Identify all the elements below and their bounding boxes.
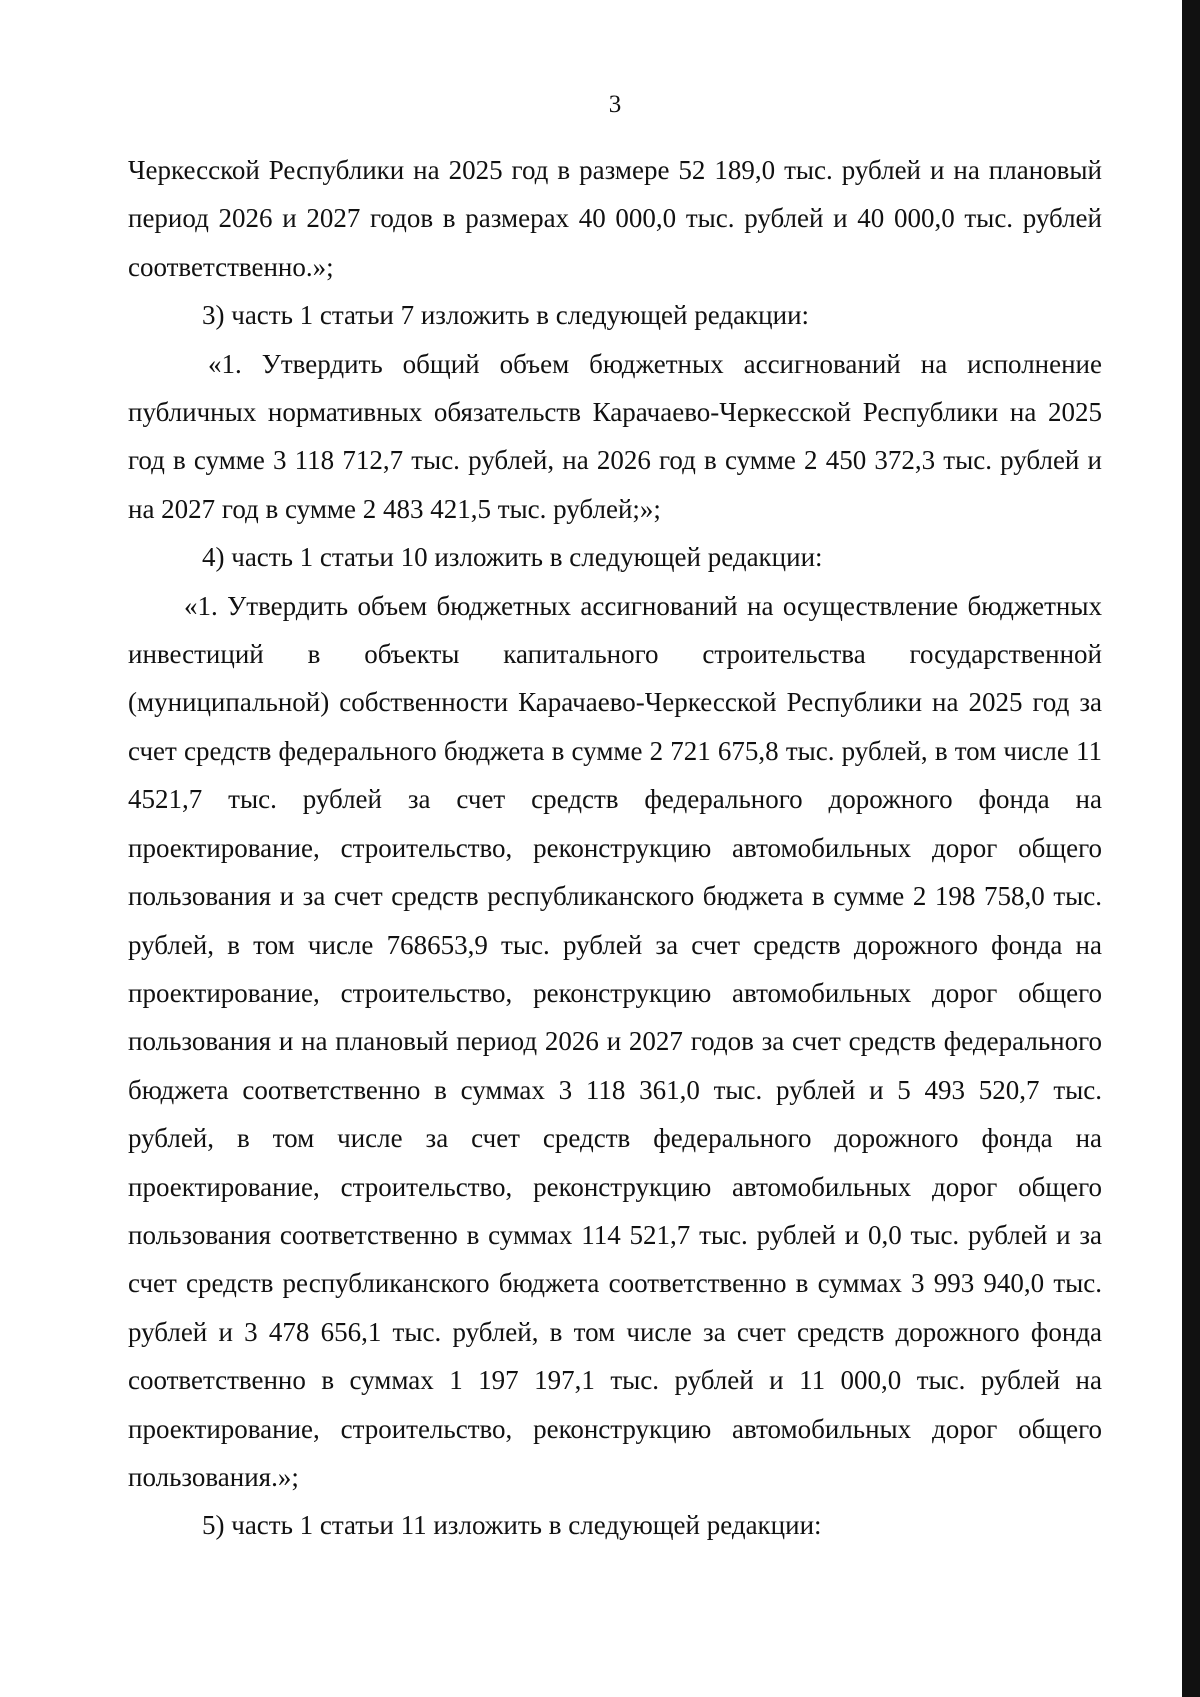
paragraph-item-4: 4) часть 1 статьи 10 изложить в следующей редакции: bbox=[202, 542, 823, 573]
paragraph-continuation: Черкесской Республики на 2025 год в размере 52 189,0 тыс. рублей и на плановый период 2026 и 2027 годов в размерах 40 000,0 тыс. рублей и 40 000,0 тыс. рублей соответственно.»; bbox=[128, 155, 1102, 282]
paragraph-item-5: 5) часть 1 статьи 11 изложить в следующей редакции: bbox=[202, 1510, 822, 1541]
document-body bbox=[128, 146, 1102, 1550]
scan-edge-shadow bbox=[1182, 0, 1200, 1697]
paragraph-article-7-text: «1. Утвердить общий объем бюджетных ассигнований на исполнение публичных нормативных обязательств Карачаево-Черкесской Республики на 2025 год в сумме 3 118 712,7 тыс. рублей, на 2026 год в сумме 2 450 372,3 тыс. рублей и на 2027 год в сумме 2 483 421,5 тыс. рублей;»; bbox=[128, 348, 1102, 524]
page-number: 3 bbox=[608, 91, 622, 118]
paragraph-article-10-text: «1. Утвердить объем бюджетных ассигнований на осуществление бюджетных инвестиций в объекты капитального строительства государственной (муниципальной) собственности Карачаево-Черкесской Республики на 2025 год за счет средств федерального бюджета в сумме 2 721 675,8 тыс. рублей, в том числе 11 4521,7 тыс. рублей за счет средств федерального дорожного фонда на проектирование, строительство, реконструкцию автомобильных дорог общего пользования и за счет средств республиканского бюджета в сумме 2 198 758,0 тыс. рублей, в том числе 768653,9 тыс. рублей за счет средств дорожного фонда на проектирование, строительство, реконструкцию автомобильных дорог общего пользования и на плановый период 2026 и 2027 годов за счет средств федерального бюджета соответственно в суммах 3 118 361,0 тыс. рублей и 5 493 520,7 тыс. рублей, в том числе за счет средств федерального дорожного фонда на проектирование, строительство, реконструкцию автомобильных дорог общего пользования соответственно в суммах 114 521,7 тыс. рублей и 0,0 тыс. рублей и за счет средств республиканского бюджета соответственно в суммах 3 993 940,0 тыс. рублей и 3 478 656,1 тыс. рублей, в том числе за счет средств дорожного фонда соответственно в суммах 1 197 197,1 тыс. рублей и 11 000,0 тыс. рублей на проектирование, строительство, реконструкцию автомобильных дорог общего пользования.»; bbox=[128, 590, 1102, 1492]
paragraph-item-3: 3) часть 1 статьи 7 изложить в следующей редакции: bbox=[202, 300, 810, 331]
